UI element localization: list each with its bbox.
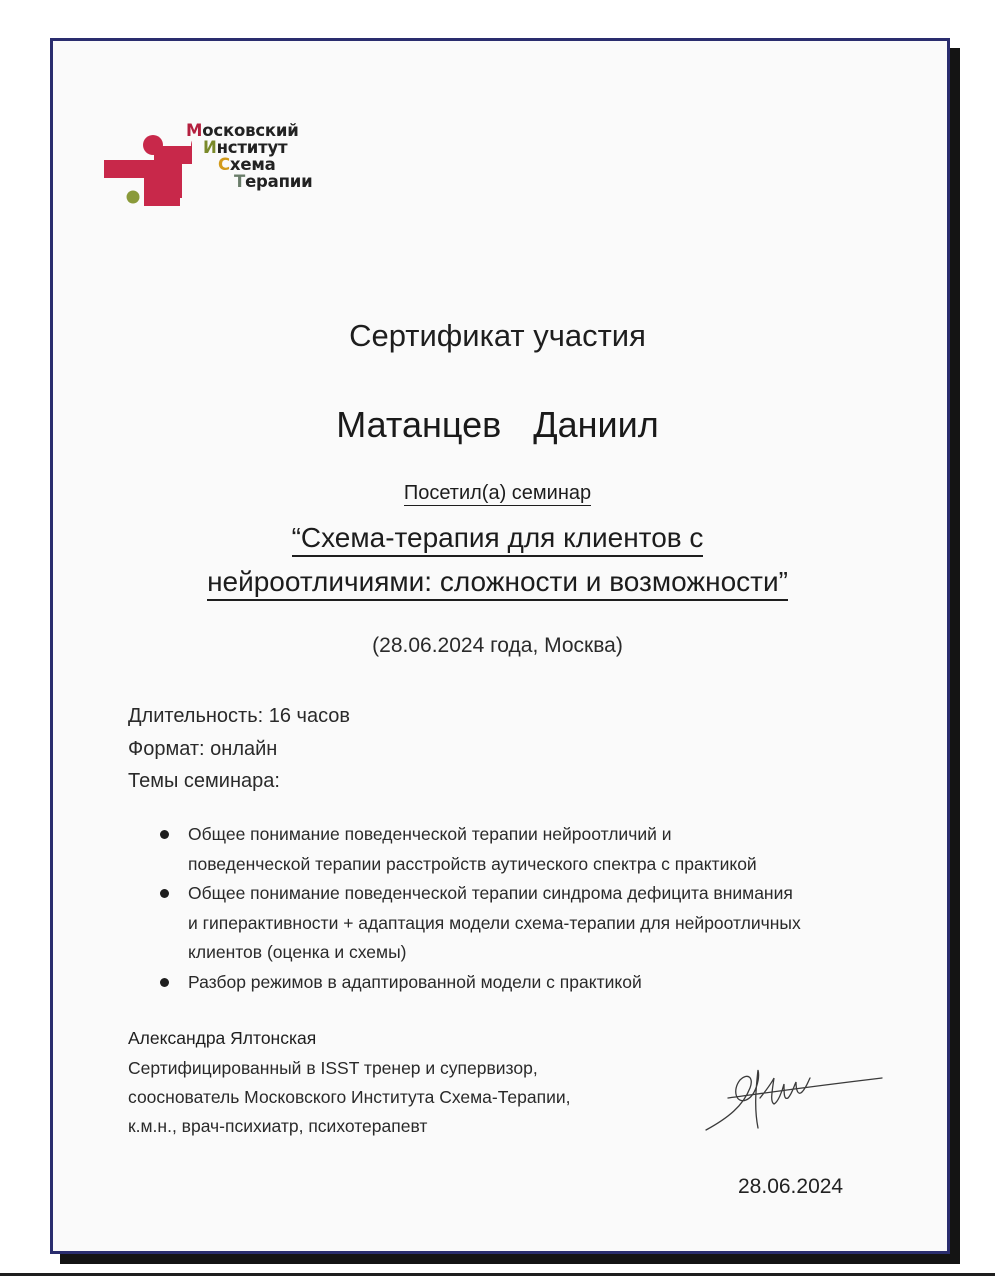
- attended-label: Посетил(а) семинар: [403, 482, 592, 504]
- issue-date: 28.06.2024: [738, 1175, 844, 1198]
- bullet-icon: [160, 889, 169, 898]
- list-item: Общее понимание поведенческой терапии нейроотличий и поведенческой терапии расстройств аутического спектра с практикой: [158, 820, 878, 879]
- duration-text: Длительность: 16 часов: [128, 705, 351, 727]
- bottom-divider: [0, 1273, 995, 1276]
- trainer-credentials: Сертифицированный в ISST тренер и супервизор, сооснователь Московского Института Схема-Терапии, к.м.н., врач-психиатр, психотерапевт: [128, 1058, 571, 1136]
- seminar-title-line1: “Схема-терапия для клиентов с: [292, 522, 704, 557]
- logo-mark-icon: [52, 96, 182, 206]
- seminar-place-date: (28.06.2024 года, Москва): [372, 634, 623, 657]
- seminar-details: [128, 700, 350, 798]
- list-item: Разбор режимов в адаптированной модели с практикой: [158, 968, 878, 998]
- trainer-name: Александра Ялтонская: [128, 1028, 317, 1048]
- format-text: Формат: онлайн: [128, 737, 278, 760]
- topics-heading: Темы семинара:: [128, 770, 280, 792]
- certificate-title: Сертификат участия: [349, 318, 646, 353]
- bullet-icon: [160, 830, 169, 839]
- list-item: Общее понимание поведенческой терапии синдрома дефицита внимания и гиперактивности + адаптация модели схема-терапии для нейроотличных клиентов (оценка и схемы): [158, 879, 878, 968]
- logo-text: Московский Институт Схема Терапии: [186, 121, 313, 191]
- topics-list: [158, 820, 878, 997]
- seminar-title-line2: нейроотличиями: сложности и возможности”: [207, 566, 788, 601]
- signature-image: [698, 1058, 888, 1138]
- seminar-title: [0, 516, 995, 604]
- recipient-name: Матанцев Даниил: [336, 404, 659, 445]
- institute-logo: [102, 98, 332, 198]
- bullet-icon: [160, 978, 169, 987]
